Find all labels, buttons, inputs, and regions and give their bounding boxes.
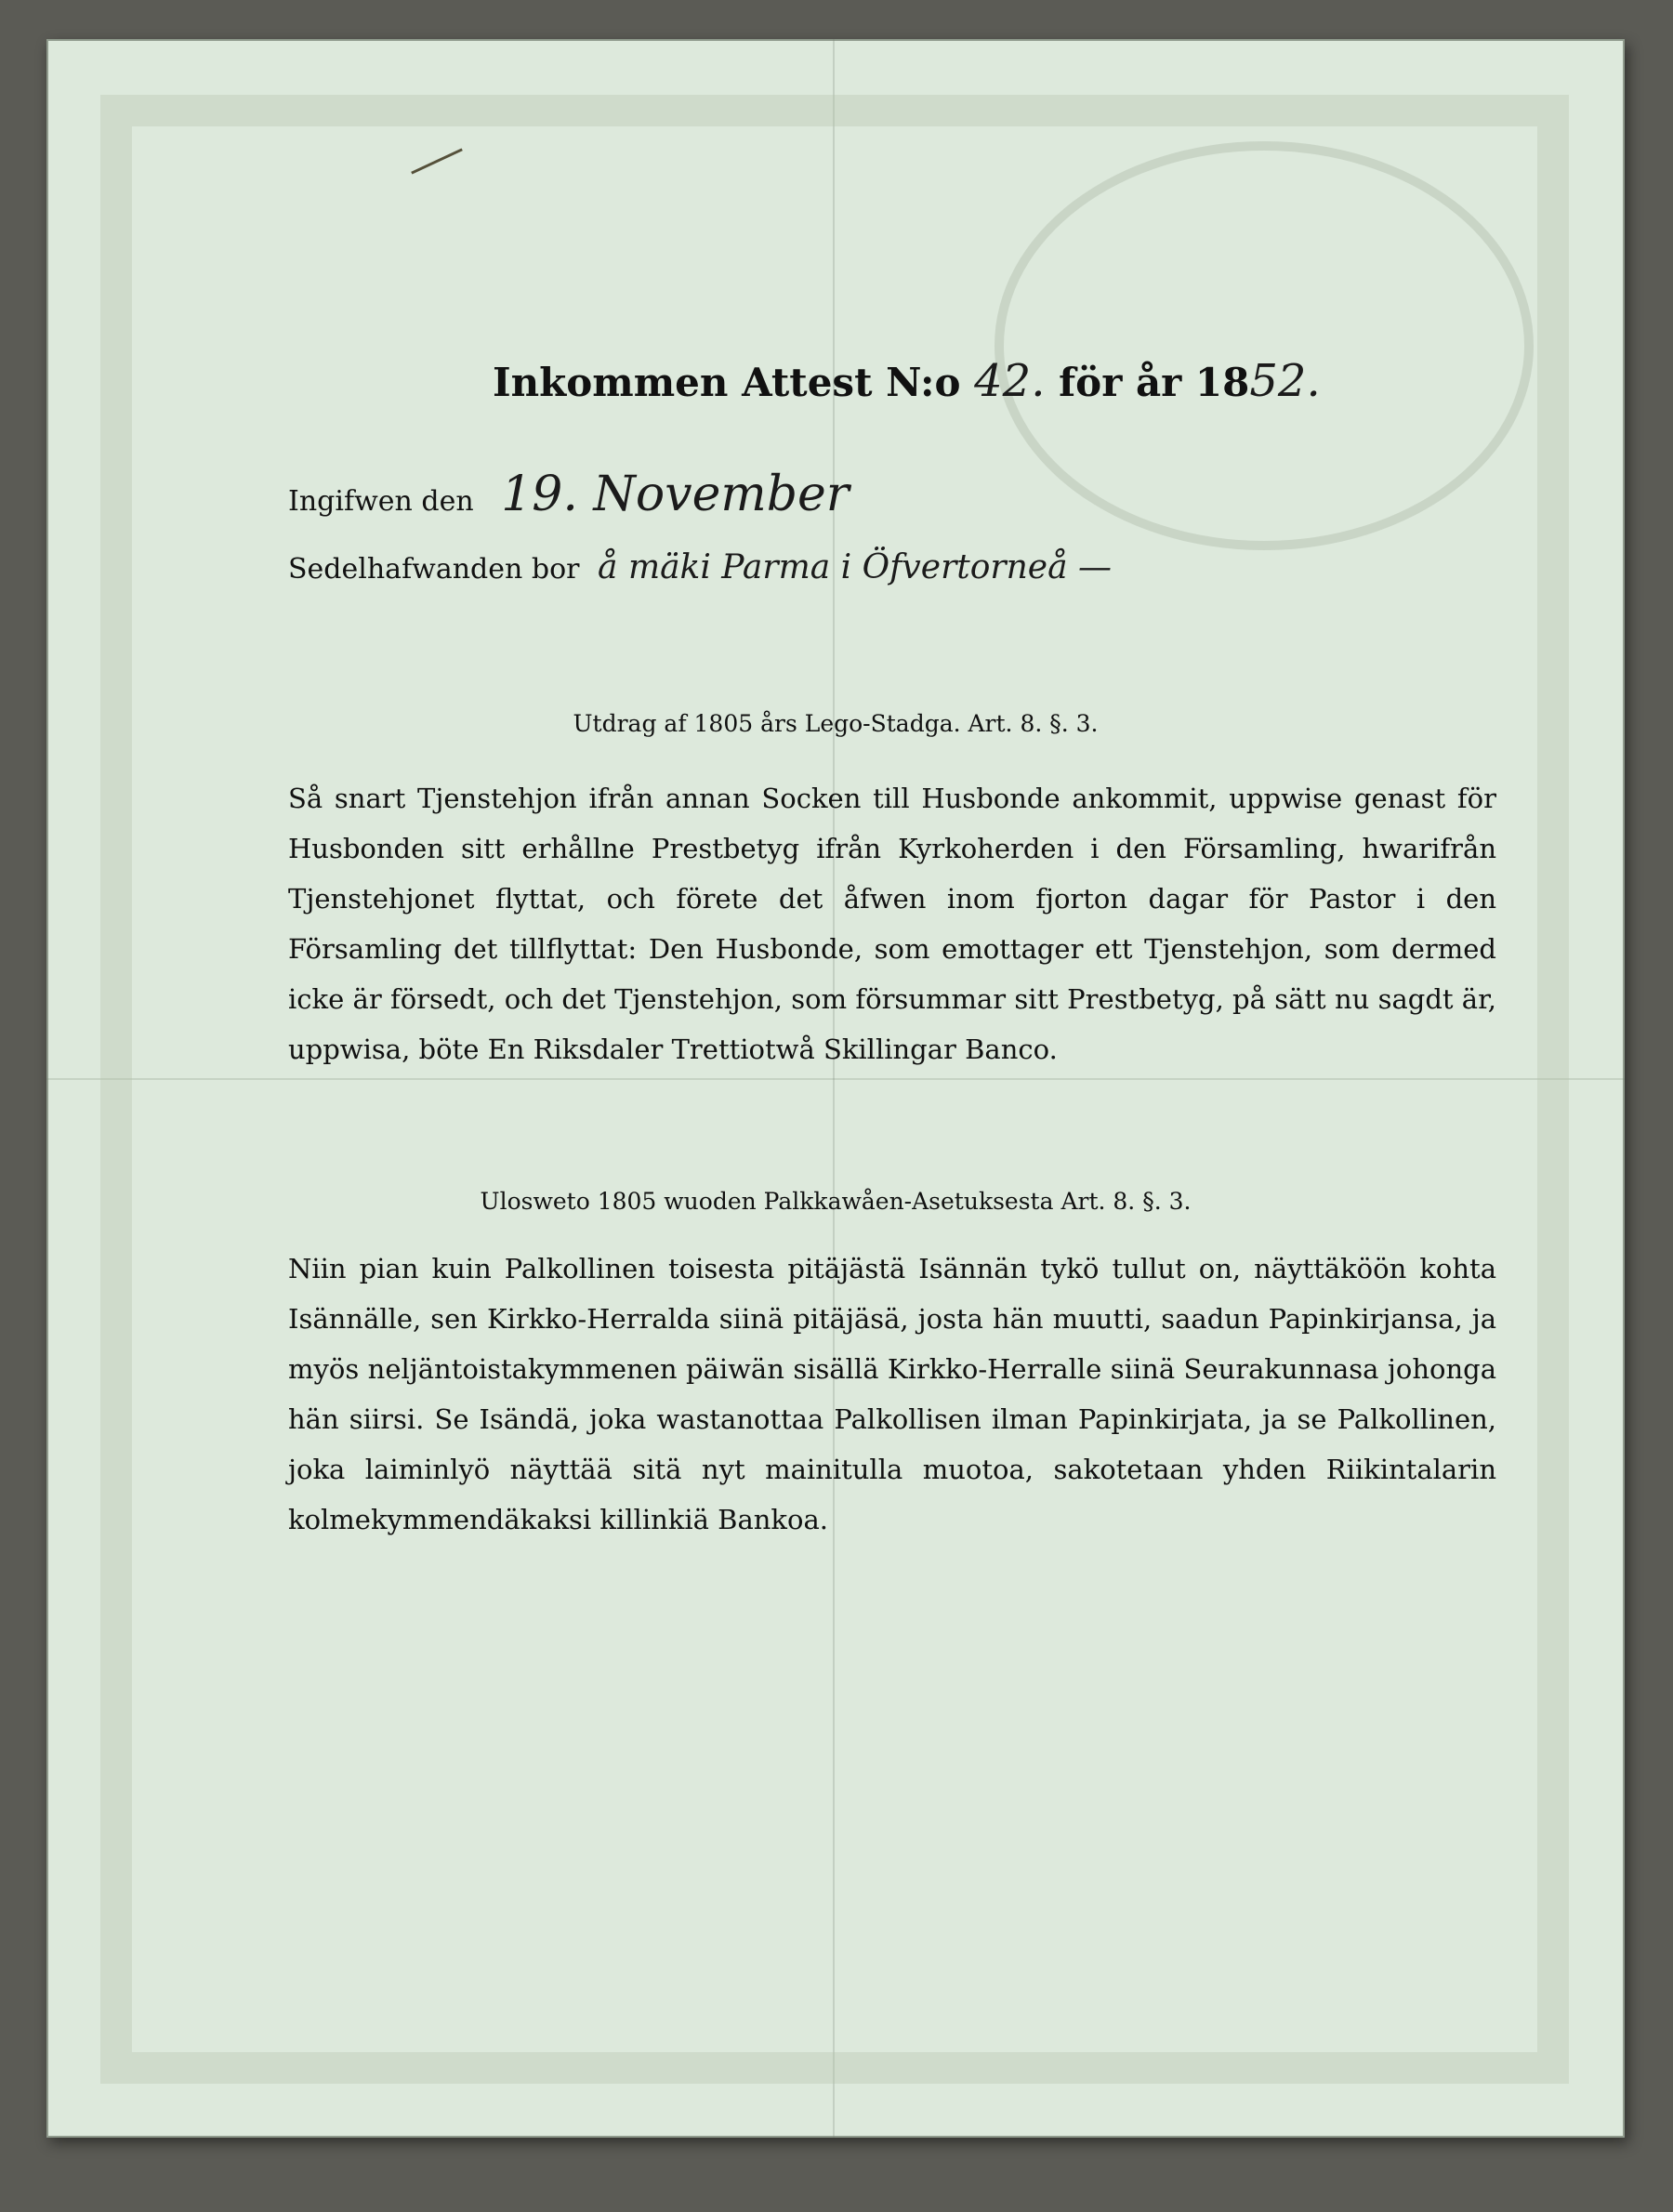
residence-row [288,548,1112,586]
swedish-paragraph: Så snart Tjenstehjon ifrån annan Socken till Husbonde ankommit, uppwise genast för Husbonden sitt erhållne Prestbetyg ifrån Kyrkoherden i den Församling, hwarifrån Tjenstehjonet flyttat, och förete det åfwen inom fjorton dagar för Pastor i den Församling det tillflyttat: Den Husbonde, som emottager ett Tjenstehjon, som dermed icke är försedt, och det Tjenstehjon, som försummar sitt Prestbetyg, på sätt nu sagdt är, uppwisa, böte En Riksdaler Trettiotwå Skillingar Banco. [288,783,1496,1065]
residence-label: Sedelhafwanden bor [288,553,580,586]
document-sheet [46,39,1625,2138]
received-label: Ingifwen den [288,485,474,518]
label-attest: Attest N:o [742,360,961,405]
finnish-paragraph: Niin pian kuin Palkollinen toisesta pitäjästä Isännän tykö tullut on, näyttäköön kohta Isännälle, sen Kirkko-Herralda siinä pitäjäsä, josta hän muutti, saadun Papinkirjansa, ja myös neljäntoistakymmenen päiwän sisällä Kirkko-Herralle siinä Seurakunnasa johonga hän siirsi. Se Isändä, joka wastanottaa Palkollisen ilman Papinkirjata, ja se Palkollinen, joka laiminlyö näyttää sitä nyt mainitulla muotoa, sakotetaan yhden Riikintalarin kolmekymmendäkaksi killinkiä Bankoa. [288,1253,1496,1535]
year-suffix: 52. [1249,355,1321,407]
attest-number: 42. [974,355,1046,407]
received-row [288,467,850,522]
received-value: 19. November [501,467,850,522]
label-year: för år 18 [1059,360,1250,405]
swedish-heading: Utdrag af 1805 års Lego-Stadga. Art. 8. §. 3. [573,710,1099,737]
residence-value: å mäki Parma i Öfvertorneå — [598,548,1113,586]
attest-title [493,355,1348,407]
label-incoming: Inkommen [493,360,729,405]
bleed-through-stamp [995,141,1534,550]
finnish-heading: Ulosweto 1805 wuoden Palkkawåen-Asetuksesta Art. 8. §. 3. [480,1188,1192,1215]
